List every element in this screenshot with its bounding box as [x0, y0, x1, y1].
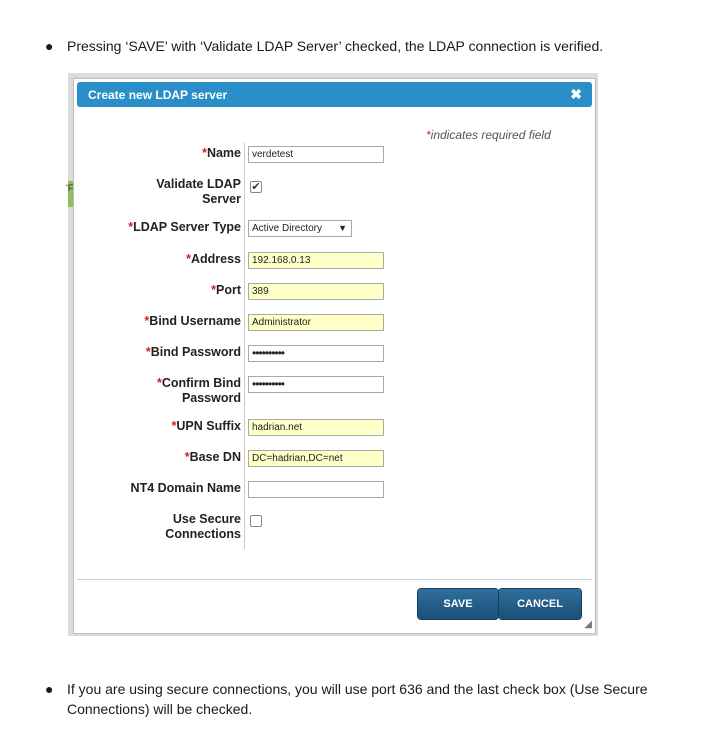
required-star: * — [426, 128, 431, 142]
nt4-domain-input[interactable] — [248, 481, 384, 498]
resize-grip-icon[interactable]: ◢ — [584, 619, 592, 630]
bind-username-label-text: Bind Username — [149, 314, 241, 328]
bullet-2 — [45, 679, 707, 719]
name-label — [202, 146, 241, 161]
ldap-dialog — [73, 78, 596, 634]
nt4-domain-label: NT4 Domain Name — [130, 481, 241, 495]
background-edge-letter: 'F — [66, 183, 74, 193]
ldap-type-value: Active Directory — [252, 223, 323, 234]
dialog-titlebar[interactable] — [77, 82, 592, 107]
port-label — [211, 283, 241, 298]
required-star: * — [202, 146, 207, 160]
cancel-button[interactable]: CANCEL — [499, 589, 581, 619]
secure-label-line1: Use Secure — [172, 512, 241, 526]
form-divider — [244, 143, 245, 549]
bullet-dot: ● — [45, 38, 54, 54]
bind-username-label — [144, 314, 241, 329]
validate-ldap-checkbox[interactable]: ✔ — [251, 181, 261, 193]
required-star: * — [184, 450, 190, 464]
use-secure-label — [165, 512, 241, 542]
confirm-label-line2: Password — [181, 391, 241, 405]
bind-password-input[interactable]: •••••••••• — [248, 345, 384, 362]
base-dn-label-text: Base DN — [189, 450, 241, 464]
dialog-title: Create new LDAP server — [88, 88, 228, 102]
ldap-type-label — [128, 220, 241, 235]
use-secure-checkbox[interactable] — [250, 515, 262, 527]
name-label-text: Name — [206, 146, 241, 160]
address-label — [186, 252, 241, 267]
save-button[interactable]: SAVE — [418, 589, 498, 619]
required-star: * — [156, 376, 162, 390]
required-star: * — [144, 314, 150, 328]
required-star: * — [145, 345, 151, 359]
bullet-2-text: If you are using secure connections, you will use port 636 and the last check box (Use Secure Connections) will be checked. — [67, 681, 648, 717]
upn-suffix-label — [172, 419, 241, 434]
required-star: * — [211, 283, 216, 297]
upn-suffix-label-text: UPN Suffix — [176, 419, 241, 433]
confirm-password-input[interactable]: •••••••••• — [248, 376, 384, 393]
bullet-dot: ● — [45, 681, 54, 697]
bind-password-label — [146, 345, 241, 360]
base-dn-label — [185, 450, 241, 465]
ldap-type-select[interactable] — [248, 220, 352, 237]
footer-divider — [77, 579, 592, 580]
address-input[interactable] — [248, 252, 384, 269]
validate-label-line1: Validate LDAP — [156, 177, 241, 191]
chevron-down-icon: ▼ — [338, 223, 347, 233]
secure-label-line2: Connections — [165, 527, 241, 541]
bullet-1-text: Pressing ‘SAVE’ with ‘Validate LDAP Server’ checked, the LDAP connection is verified. — [67, 38, 604, 54]
required-star: * — [128, 220, 134, 234]
bind-username-input[interactable] — [248, 314, 384, 331]
confirm-label-line1: Confirm Bind — [161, 376, 241, 390]
port-input[interactable] — [248, 283, 384, 300]
ldap-type-label-text: LDAP Server Type — [133, 220, 241, 234]
bullet-1 — [45, 36, 707, 56]
confirm-password-label — [157, 376, 241, 406]
base-dn-input[interactable] — [248, 450, 384, 467]
validate-label-line2: Server — [202, 192, 241, 206]
bind-password-label-text: Bind Password — [150, 345, 241, 359]
required-note — [426, 128, 551, 142]
required-note-text: indicates required field — [430, 128, 551, 142]
address-label-text: Address — [190, 252, 241, 266]
validate-ldap-label — [156, 177, 241, 207]
required-star: * — [186, 252, 191, 266]
required-star: * — [171, 419, 177, 433]
name-input[interactable] — [248, 146, 384, 163]
upn-suffix-input[interactable] — [248, 419, 384, 436]
close-icon[interactable]: ✖ — [570, 86, 582, 102]
port-label-text: Port — [216, 283, 241, 297]
